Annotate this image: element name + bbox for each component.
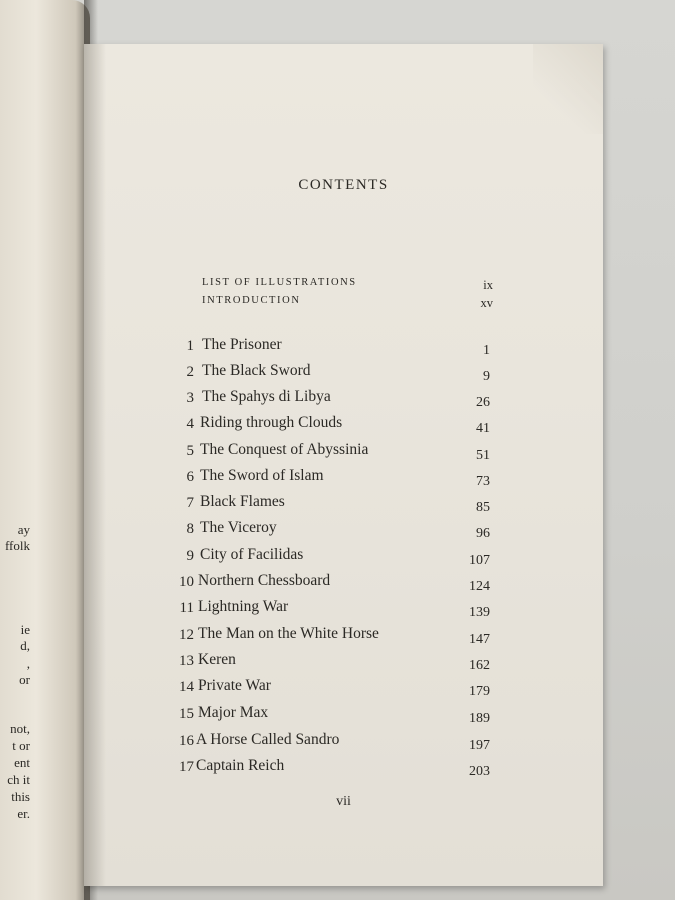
chapter-number: 10 [179,574,194,590]
chapter-title: Private War [198,677,271,694]
chapter-number: 13 [179,653,194,669]
left-page-text: this [11,789,30,804]
chapter-page: 147 [469,632,490,647]
left-page [0,0,90,900]
page-number: vii [336,794,351,809]
page-title: CONTENTS [298,177,389,193]
chapter-number: 5 [186,443,194,459]
chapter-title: The Black Sword [202,362,311,379]
left-page-text: ent [14,755,30,770]
left-page-text: ay [17,522,30,537]
page-corner [533,44,603,134]
left-page-text: , [26,656,30,671]
front-matter-label: INTRODUCTION [202,295,301,306]
chapter-number: 14 [179,679,194,695]
chapter-title: The Man on the White Horse [198,625,379,642]
chapter-title: Major Max [198,704,269,721]
contents-page [84,44,603,886]
chapter-title: City of Facilidas [200,546,304,563]
chapter-page: 197 [469,738,490,753]
chapter-page: 51 [476,448,490,463]
chapter-number: 1 [186,338,194,354]
chapter-page: 85 [476,500,490,515]
chapter-page: 124 [469,579,490,594]
left-page-text: d, [20,638,30,653]
chapter-page: 41 [476,421,490,436]
chapter-number: 11 [179,600,194,616]
chapter-title: Lightning War [198,598,289,615]
left-page-text: t or [12,738,30,753]
chapter-number: 4 [186,416,194,432]
chapter-title: Northern Chessboard [198,572,331,589]
chapter-page: 9 [483,369,490,384]
chapter-number: 17 [179,759,194,775]
chapter-title: Black Flames [200,493,285,510]
chapter-number: 6 [186,469,194,485]
chapter-number: 12 [179,627,194,643]
left-page-text: not, [10,721,30,736]
chapter-page: 189 [469,711,490,726]
chapter-title: Captain Reich [196,757,285,774]
chapter-title: A Horse Called Sandro [196,731,340,748]
left-page-text: ch it [7,772,30,787]
chapter-title: Riding through Clouds [200,414,343,431]
left-page-text: ffolk [4,538,30,553]
chapter-page: 73 [476,474,490,489]
page-gutter [84,44,106,886]
left-page-text: er. [17,806,30,821]
left-page-text: ie [20,622,30,637]
chapter-page: 96 [476,526,490,541]
chapter-number: 15 [179,706,194,722]
chapter-page: 107 [469,553,490,568]
chapter-title: The Conquest of Abyssinia [200,441,369,458]
front-matter-page: ix [483,278,493,292]
chapter-page: 26 [476,395,490,410]
chapter-number: 8 [186,521,194,537]
chapter-title: Keren [198,651,236,668]
front-matter-label: LIST OF ILLUSTRATIONS [202,277,357,288]
chapter-page: 1 [483,343,490,358]
chapter-page: 179 [469,684,490,699]
chapter-number: 16 [179,733,194,749]
chapter-page: 203 [469,764,490,779]
chapter-page: 139 [469,605,490,620]
chapter-title: The Prisoner [202,336,282,353]
chapter-title: The Viceroy [200,519,277,536]
chapter-title: The Spahys di Libya [202,388,331,405]
chapter-number: 2 [186,364,194,380]
front-matter-page: xv [480,296,493,310]
chapter-number: 9 [186,548,194,564]
chapter-page: 162 [469,658,490,673]
chapter-number: 3 [186,390,194,406]
chapter-number: 7 [186,495,194,511]
left-page-text: or [19,672,30,687]
chapter-title: The Sword of Islam [200,467,324,484]
